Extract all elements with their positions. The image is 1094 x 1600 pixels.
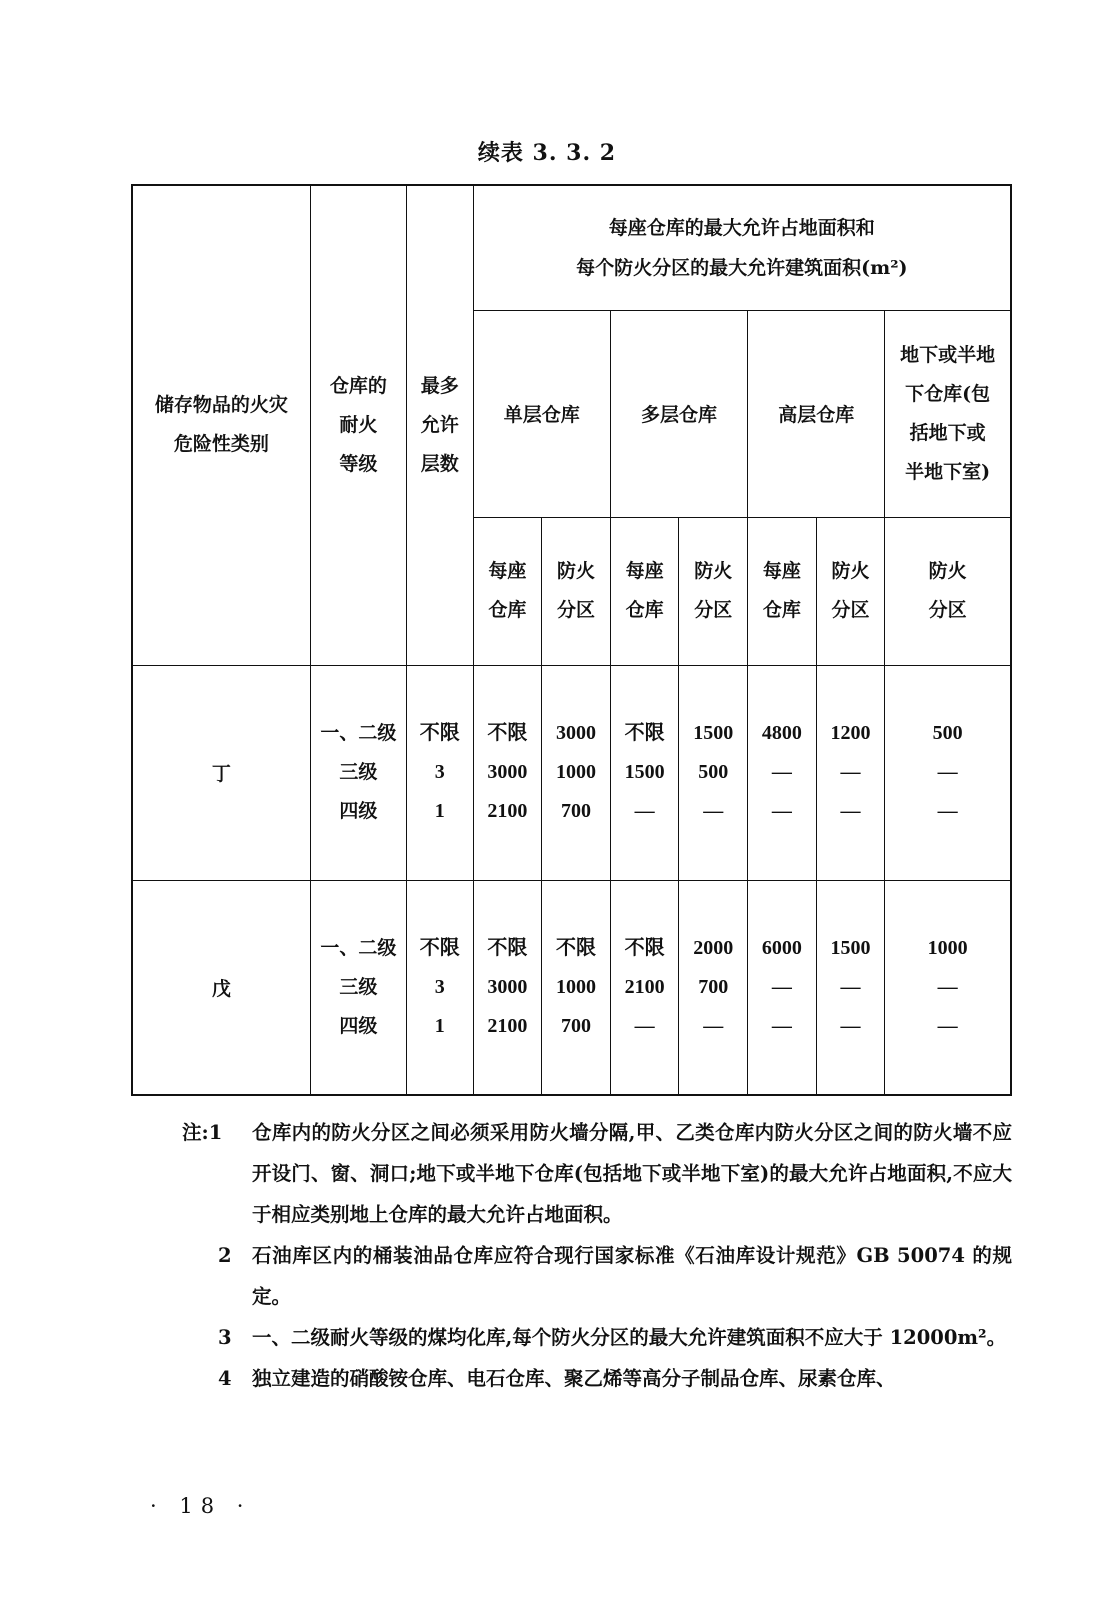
row-underground-zone: 500 — —	[885, 665, 1011, 880]
row-floors: 不限 3 1	[407, 880, 474, 1095]
header-high-zone: 防火 分区	[816, 517, 885, 665]
note-item	[182, 1358, 1012, 1399]
header-fire-rating: 仓库的 耐火 等级	[310, 185, 406, 665]
header-multi-building: 每座 仓库	[610, 517, 679, 665]
header-max-floors: 最多 允许 层数	[407, 185, 474, 665]
row-high-zone: 1200 — —	[816, 665, 885, 880]
storage-area-table	[131, 184, 1012, 1096]
row-single-zone: 不限 1000 700	[542, 880, 611, 1095]
note-number: 注:1	[182, 1121, 223, 1144]
note-number: 2	[218, 1244, 232, 1267]
row-high-building: 6000 — —	[748, 880, 817, 1095]
note-number: 3	[218, 1326, 232, 1349]
note-text: 一、二级耐火等级的煤均化库,每个防火分区的最大允许建筑面积不应大于 12000m²。	[252, 1326, 1007, 1349]
note-item	[182, 1317, 1012, 1358]
row-floors: 不限 3 1	[407, 665, 474, 880]
row-multi-zone: 2000 700 —	[679, 880, 748, 1095]
row-high-building: 4800 — —	[748, 665, 817, 880]
header-underground: 地下或半地 下仓库(包 括地下或 半地下室)	[885, 310, 1011, 517]
page-number: · 18 ·	[150, 1494, 252, 1518]
header-high-rise: 高层仓库	[748, 310, 885, 517]
row-multi-building: 不限 2100 —	[610, 880, 679, 1095]
row-category: 丁	[132, 665, 310, 880]
row-single-building: 不限 3000 2100	[473, 880, 542, 1095]
table-row	[132, 880, 1011, 1095]
row-ratings: 一、二级 三级 四级	[310, 665, 406, 880]
table-row	[132, 665, 1011, 880]
row-ratings: 一、二级 三级 四级	[310, 880, 406, 1095]
note-number: 4	[218, 1367, 232, 1390]
note-item	[182, 1112, 1012, 1235]
note-text: 仓库内的防火分区之间必须采用防火墙分隔,甲、乙类仓库内防火分区之间的防火墙不应开设门、窗、洞口;地下或半地下仓库(包括地下或半地下室)的最大允许占地面积,不应大于相应类别地上仓库的最大允许占地面积。	[252, 1121, 1012, 1226]
table-notes	[182, 1112, 1012, 1399]
row-underground-zone: 1000 — —	[885, 880, 1011, 1095]
header-underground-zone: 防火 分区	[885, 517, 1011, 665]
row-single-zone: 3000 1000 700	[542, 665, 611, 880]
row-category: 戊	[132, 880, 310, 1095]
header-single-zone: 防火 分区	[542, 517, 611, 665]
header-single-storey: 单层仓库	[473, 310, 610, 517]
table-title: 续表 3. 3. 2	[477, 140, 617, 166]
header-category: 储存物品的火灾 危险性类别	[132, 185, 310, 665]
note-item	[182, 1235, 1012, 1317]
row-multi-zone: 1500 500 —	[679, 665, 748, 880]
header-single-building: 每座 仓库	[473, 517, 542, 665]
header-high-building: 每座 仓库	[748, 517, 817, 665]
row-multi-building: 不限 1500 —	[610, 665, 679, 880]
header-multi-storey: 多层仓库	[610, 310, 747, 517]
row-high-zone: 1500 — —	[816, 880, 885, 1095]
note-text: 独立建造的硝酸铵仓库、电石仓库、聚乙烯等高分子制品仓库、尿素仓库、	[252, 1367, 896, 1390]
note-text: 石油库区内的桶装油品仓库应符合现行国家标准《石油库设计规范》GB 50074 的规定。	[252, 1244, 1012, 1308]
row-single-building: 不限 3000 2100	[473, 665, 542, 880]
header-area-group: 每座仓库的最大允许占地面积和 每个防火分区的最大允许建筑面积(m²)	[473, 185, 1011, 310]
header-multi-zone: 防火 分区	[679, 517, 748, 665]
